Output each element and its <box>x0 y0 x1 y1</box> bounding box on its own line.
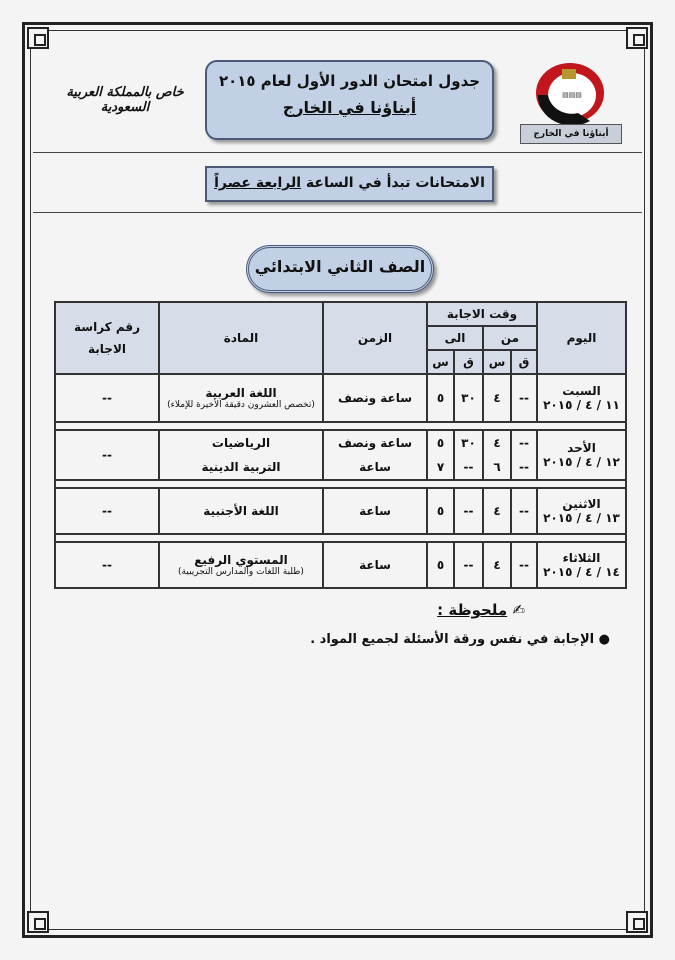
note-title-text: ملحوظة : <box>437 601 508 619</box>
header-from: من <box>483 326 537 350</box>
table-row <box>55 430 626 455</box>
subject-cell: اللغة الأجنبية <box>159 488 323 534</box>
from-q-cell: -- <box>511 542 537 588</box>
subject-cell: التربية الدينية <box>159 455 323 480</box>
day-name: الأحد <box>567 441 596 455</box>
day-cell <box>537 542 626 588</box>
to-s-cell: ٥ <box>427 488 454 534</box>
day-name: الاثنين <box>562 497 601 511</box>
day-date: ١١ / ٤ / ٢٠١٥ <box>543 398 620 412</box>
note-text: الإجابة في نفس ورقة الأسئلة لجميع المواد . <box>310 632 595 647</box>
duration-cell: ساعة ونصف <box>323 430 427 455</box>
header-answer-time: وقت الاجابة <box>427 302 537 326</box>
from-s-cell: ٤ <box>483 374 511 422</box>
from-s-cell: ٤ <box>483 542 511 588</box>
to-s-cell: ٧ <box>427 455 454 480</box>
duration-cell: ساعة <box>323 455 427 480</box>
header-to-q: ق <box>454 350 483 374</box>
duration-cell: ساعة <box>323 542 427 588</box>
to-q-cell: ٣٠ <box>454 374 483 422</box>
table-row <box>55 542 626 588</box>
pen-icon: ✍ <box>507 601 525 619</box>
bullet-icon: ● <box>594 632 610 647</box>
table-row <box>55 488 626 534</box>
day-date: ١٤ / ٤ / ٢٠١٥ <box>543 565 620 579</box>
corner-ornament-tr <box>626 27 648 49</box>
logo-caption: أبناؤنا في الخارج <box>520 124 622 144</box>
header-booklet: رقم كراسة الاجابة <box>55 302 159 374</box>
divider-line <box>33 212 642 213</box>
subject-cell <box>159 374 323 422</box>
header-from-s: س <box>483 350 511 374</box>
header-to-s: س <box>427 350 454 374</box>
page-subtitle: أبناؤنا في الخارج <box>282 98 417 117</box>
duration-cell: ساعة <box>323 488 427 534</box>
from-s-cell: ٤ <box>483 488 511 534</box>
table-row <box>55 374 626 422</box>
svg-text:▤▤▤: ▤▤▤ <box>562 91 582 99</box>
note-title <box>437 601 525 619</box>
to-q-cell: -- <box>454 488 483 534</box>
from-q-cell: -- <box>511 488 537 534</box>
header-to: الى <box>427 326 483 350</box>
day-name: الثلاثاء <box>562 551 601 565</box>
day-date: ١٢ / ٤ / ٢٠١٥ <box>543 455 620 469</box>
to-s-cell: ٥ <box>427 374 454 422</box>
subject-name: المستوي الرفيع <box>194 553 288 567</box>
header-day: اليوم <box>537 302 626 374</box>
duration-cell: ساعة ونصف <box>323 374 427 422</box>
day-name: السبت <box>562 384 601 398</box>
day-cell <box>537 488 626 534</box>
booklet-cell: -- <box>55 542 159 588</box>
from-q-cell: -- <box>511 455 537 480</box>
day-cell <box>537 430 626 480</box>
corner-ornament-bl <box>27 911 49 933</box>
day-date: ١٣ / ٤ / ٢٠١٥ <box>543 511 620 525</box>
from-s-cell: ٤ <box>483 430 511 455</box>
subject-note: (طلبة اللغات والمدارس التجريبية) <box>178 567 304 577</box>
subject-note: (تخصص العشرون دقيقة الأخيرة للإملاء) <box>167 400 315 410</box>
subject-cell <box>159 542 323 588</box>
to-s-cell: ٥ <box>427 542 454 588</box>
to-q-cell: -- <box>454 455 483 480</box>
note-item <box>310 632 610 647</box>
grade-title: الصف الثاني الابتدائي <box>246 245 434 293</box>
booklet-cell: -- <box>55 430 159 480</box>
day-cell <box>537 374 626 422</box>
to-s-cell: ٥ <box>427 430 454 455</box>
booklet-cell: -- <box>55 374 159 422</box>
exam-schedule-table <box>54 301 627 589</box>
corner-ornament-br <box>626 911 648 933</box>
header-duration: الزمن <box>323 302 427 374</box>
page-title: جدول امتحان الدور الأول لعام ٢٠١٥ <box>218 72 481 90</box>
region-note: خاص بالمملكة العربية السعودية <box>66 85 184 115</box>
from-q-cell: -- <box>511 374 537 422</box>
corner-ornament-tl <box>27 27 49 49</box>
to-q-cell: ٣٠ <box>454 430 483 455</box>
start-time-emphasis: الرابعة عصراً <box>214 175 302 191</box>
start-time-notice <box>205 166 494 202</box>
from-s-cell: ٦ <box>483 455 511 480</box>
header-subject: المادة <box>159 302 323 374</box>
title-box <box>205 60 494 140</box>
subject-name: اللغة العربية <box>205 386 277 400</box>
from-q-cell: -- <box>511 430 537 455</box>
header-from-q: ق <box>511 350 537 374</box>
subject-cell: الرياضيات <box>159 430 323 455</box>
booklet-cell: -- <box>55 488 159 534</box>
start-time-prefix: الامتحانات تبدأ في الساعة <box>301 175 485 191</box>
to-q-cell: -- <box>454 542 483 588</box>
divider-line <box>33 152 642 153</box>
